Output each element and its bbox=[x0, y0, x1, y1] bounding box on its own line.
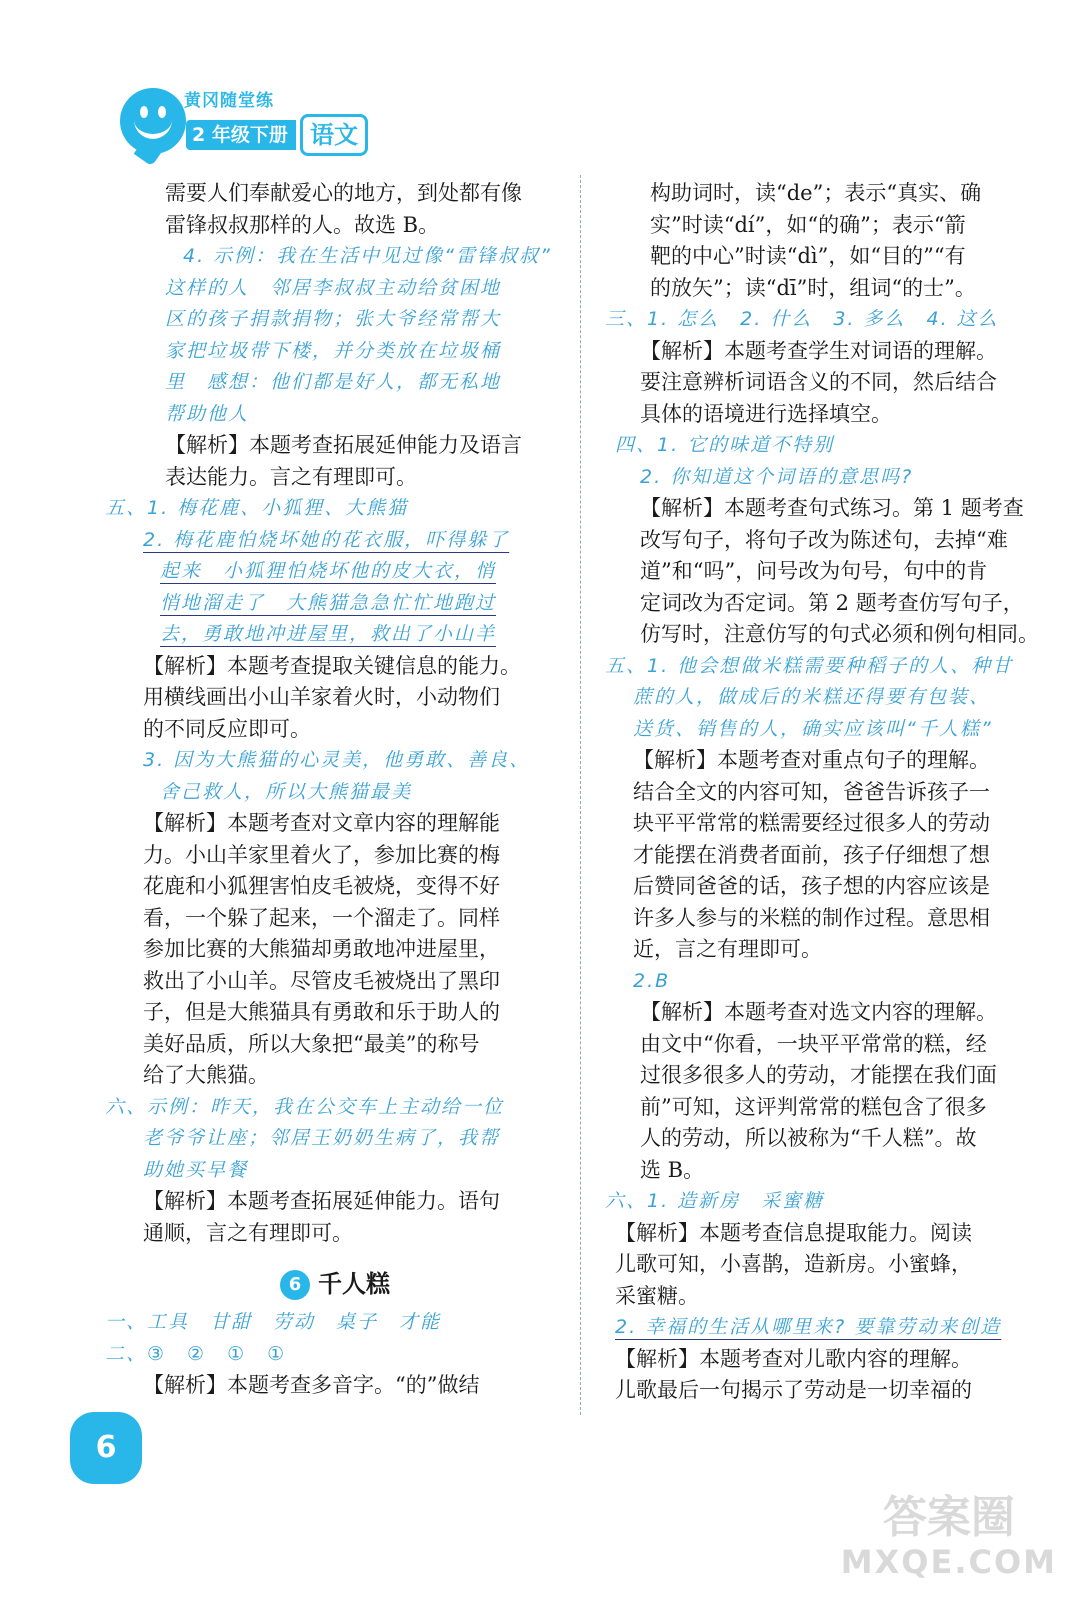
answer-line: 参加比赛的大熊猫却勇敢地冲进屋里， bbox=[143, 937, 500, 961]
answer-line: 里 感想：他们都是好人，都无私地 bbox=[165, 371, 502, 393]
answer-line: 改写句子，将句子改为陈述句，去掉“难 bbox=[640, 527, 1008, 552]
answer-line: 子，但是大熊猫具有勇敢和乐于助人的 bbox=[143, 1000, 500, 1024]
answer-line: 前”可知，这评判常常的糕包含了很多 bbox=[640, 1094, 987, 1119]
answer-line: 【解析】本题考查对儿歌内容的理解。 bbox=[615, 1346, 972, 1371]
answer-line: 许多人参与的米糕的制作过程。意思相 bbox=[633, 905, 990, 930]
answer-line: 【解析】本题考查句式练习。第 1 题考查 bbox=[640, 496, 1024, 520]
answer-line: 要注意辨析词语含义的不同，然后结合 bbox=[640, 370, 997, 394]
answer-line: 靶的中心”时读“dì”，如“目的”“有 bbox=[650, 244, 966, 268]
subject-label: 语文 bbox=[300, 114, 368, 156]
answer-line: 选 B。 bbox=[640, 1157, 705, 1182]
lesson-title: 千人糕 bbox=[318, 1270, 390, 1298]
answer-line: 人的劳动，所以被称为“千人糕”。故 bbox=[640, 1126, 977, 1150]
answer-line: 这样的人 邻居李叔叔主动给贫困地 bbox=[165, 276, 502, 299]
watermark-url: MXQE.COM bbox=[840, 1543, 1057, 1581]
answer-line: 【解析】本题考查提取关键信息的能力。 bbox=[143, 653, 521, 678]
answer-line: 采蜜糖。 bbox=[615, 1283, 699, 1308]
answer-line: 由文中“你看，一块平平常常的糕，经 bbox=[640, 1031, 987, 1056]
answer-line: 老爷爷让座；邻居王奶奶生病了，我帮 bbox=[143, 1127, 501, 1149]
answer-line: 五、1. 梅花鹿、小狐狸、大熊猫 bbox=[105, 497, 409, 519]
answer-line: 结合全文的内容可知，爸爸告诉孩子一 bbox=[633, 779, 990, 804]
answer-line: 去，勇敢地冲进屋里，救出了小山羊 bbox=[160, 623, 497, 645]
answer-line: 后赞同爸爸的话，孩子想的内容应该是 bbox=[633, 874, 990, 898]
answer-line: 3. 因为大熊猫的心灵美，他勇敢、善良、 bbox=[143, 749, 531, 771]
answer-line: 家把垃圾带下楼，并分类放在垃圾桶 bbox=[165, 339, 502, 362]
answer-line: 三、1. 怎么 2. 什么 3. 多么 4. 这么 bbox=[605, 308, 999, 330]
answer-line: 块平平常常的糕需要经过很多人的劳动 bbox=[633, 811, 990, 835]
grade-label: 2 年级下册 bbox=[186, 120, 296, 150]
answer-line: 表达能力。言之有理即可。 bbox=[165, 464, 417, 489]
answer-line: 助她买早餐 bbox=[143, 1158, 249, 1181]
answer-line: 四、1. 它的味道不特别 bbox=[615, 434, 835, 456]
answer-line: 起来 小狐狸怕烧坏他的皮大衣，悄 bbox=[160, 560, 497, 582]
answer-line: 二、③ ② ① ① bbox=[105, 1342, 287, 1365]
answer-line: 道”和“吗”，问号改为句号，句中的肯 bbox=[640, 559, 988, 583]
answer-line: 仿写时，注意仿写的句式必须和例句相同。 bbox=[640, 622, 1039, 646]
answer-line: 2. 你知道这个词语的意思吗? bbox=[640, 465, 914, 488]
answer-line: 舍己救人，所以大熊猫最美 bbox=[160, 780, 413, 803]
answer-line: 【解析】本题考查拓展延伸能力及语言 bbox=[165, 433, 522, 457]
answer-line: 【解析】本题考查学生对词语的理解。 bbox=[640, 338, 997, 363]
left-answer-lines-after bbox=[105, 1307, 565, 1402]
answer-line: 六、示例：昨天，我在公交车上主动给一位 bbox=[105, 1095, 505, 1118]
answer-line: 的放矢”；读“dī”时，组词“的士”。 bbox=[650, 275, 976, 300]
answer-line: 【解析】本题考查多音字。“的”做结 bbox=[143, 1373, 480, 1397]
answer-line: 【解析】本题考查信息提取能力。阅读 bbox=[615, 1220, 972, 1245]
answer-line: 实”时读“dí”，如“的确”；表示“箭 bbox=[650, 212, 966, 237]
book-header bbox=[120, 82, 380, 162]
answer-line: 悄地溜走了 大熊猫急急忙忙地跑过 bbox=[160, 591, 497, 614]
left-column bbox=[105, 178, 565, 1402]
answer-line: 构助词时，读“de”；表示“真实、确 bbox=[650, 181, 982, 205]
answer-line: 【解析】本题考查对选文内容的理解。 bbox=[640, 1000, 997, 1024]
answer-line: 2. 梅花鹿怕烧坏她的花衣服，吓得躲了 bbox=[143, 528, 510, 551]
answer-line: 区的孩子捐款捐物；张大爷经常帮大 bbox=[165, 308, 502, 330]
answer-line: 送货、销售的人，确实应该叫“千人糕” bbox=[633, 717, 993, 740]
answer-line: 才能摆在消费者面前，孩子仔细想了想 bbox=[633, 842, 990, 867]
answer-line: 儿歌最后一句揭示了劳动是一切幸福的 bbox=[615, 1378, 972, 1402]
answer-line: 儿歌可知，小喜鹊，造新房。小蜜蜂， bbox=[615, 1252, 972, 1276]
answer-line: 2. 幸福的生活从哪里来? 要靠劳动来创造 bbox=[615, 1316, 1002, 1338]
answer-line: 六、1. 造新房 采蜜糖 bbox=[605, 1190, 825, 1212]
left-answer-lines bbox=[105, 178, 565, 1249]
answer-line: 蔗的人，做成后的米糕还得要有包装、 bbox=[633, 686, 991, 708]
page-number: 6 bbox=[70, 1412, 142, 1484]
brand-title: 黄冈随堂练 bbox=[184, 91, 274, 111]
answer-line: 帮助他人 bbox=[165, 402, 250, 425]
answer-line: 定词改为否定词。第 2 题考查仿写句子， bbox=[640, 590, 1024, 615]
right-answer-lines bbox=[585, 178, 1055, 1407]
answer-line: 用横线画出小山羊家着火时，小动物们 bbox=[143, 685, 500, 709]
answer-line: 看，一个躲了起来，一个溜走了。同样 bbox=[143, 905, 500, 930]
answer-line: 具体的语境进行选择填空。 bbox=[640, 401, 892, 426]
section-title bbox=[105, 1267, 565, 1301]
answer-line: 的不同反应即可。 bbox=[143, 716, 311, 741]
answer-line: 救出了小山羊。尽管皮毛被烧出了黑印 bbox=[143, 968, 500, 993]
answer-line: 4. 示例：我在生活中见过像“雷锋叔叔” bbox=[183, 245, 552, 267]
answer-line: 五、1. 他会想做米糕需要种稻子的人、种甘 bbox=[605, 654, 1014, 677]
answer-line: 【解析】本题考查对重点句子的理解。 bbox=[633, 748, 990, 772]
answer-line: 花鹿和小狐狸害怕皮毛被烧，变得不好 bbox=[143, 874, 500, 898]
answer-line: 力。小山羊家里着火了，参加比赛的梅 bbox=[143, 842, 500, 867]
answer-line: 美好品质，所以大象把“最美”的称号 bbox=[143, 1031, 480, 1056]
watermark-logo bbox=[840, 1492, 1057, 1584]
answer-line: 给了大熊猫。 bbox=[143, 1063, 269, 1087]
watermark-main: 答案圈 bbox=[882, 1492, 1015, 1543]
answer-line: 过很多很多人的劳动，才能摆在我们面 bbox=[640, 1063, 997, 1087]
column-divider bbox=[580, 175, 581, 1415]
answer-line: 雷锋叔叔那样的人。故选 B。 bbox=[165, 212, 440, 237]
answer-line: 【解析】本题考查拓展延伸能力。语句 bbox=[143, 1189, 500, 1213]
right-column bbox=[585, 178, 1055, 1407]
answer-line: 2.B bbox=[633, 969, 671, 992]
answer-line: 需要人们奉献爱心的地方，到处都有像 bbox=[165, 181, 522, 205]
answer-line: 通顺，言之有理即可。 bbox=[143, 1220, 353, 1245]
answer-line: 【解析】本题考查对文章内容的理解能 bbox=[143, 811, 500, 835]
lesson-number-badge: 6 bbox=[280, 1270, 310, 1300]
smiley-logo-icon bbox=[120, 88, 186, 154]
answer-line: 一、工具 甘甜 劳动 桌子 才能 bbox=[105, 1311, 442, 1333]
answer-line: 近，言之有理即可。 bbox=[633, 937, 822, 961]
